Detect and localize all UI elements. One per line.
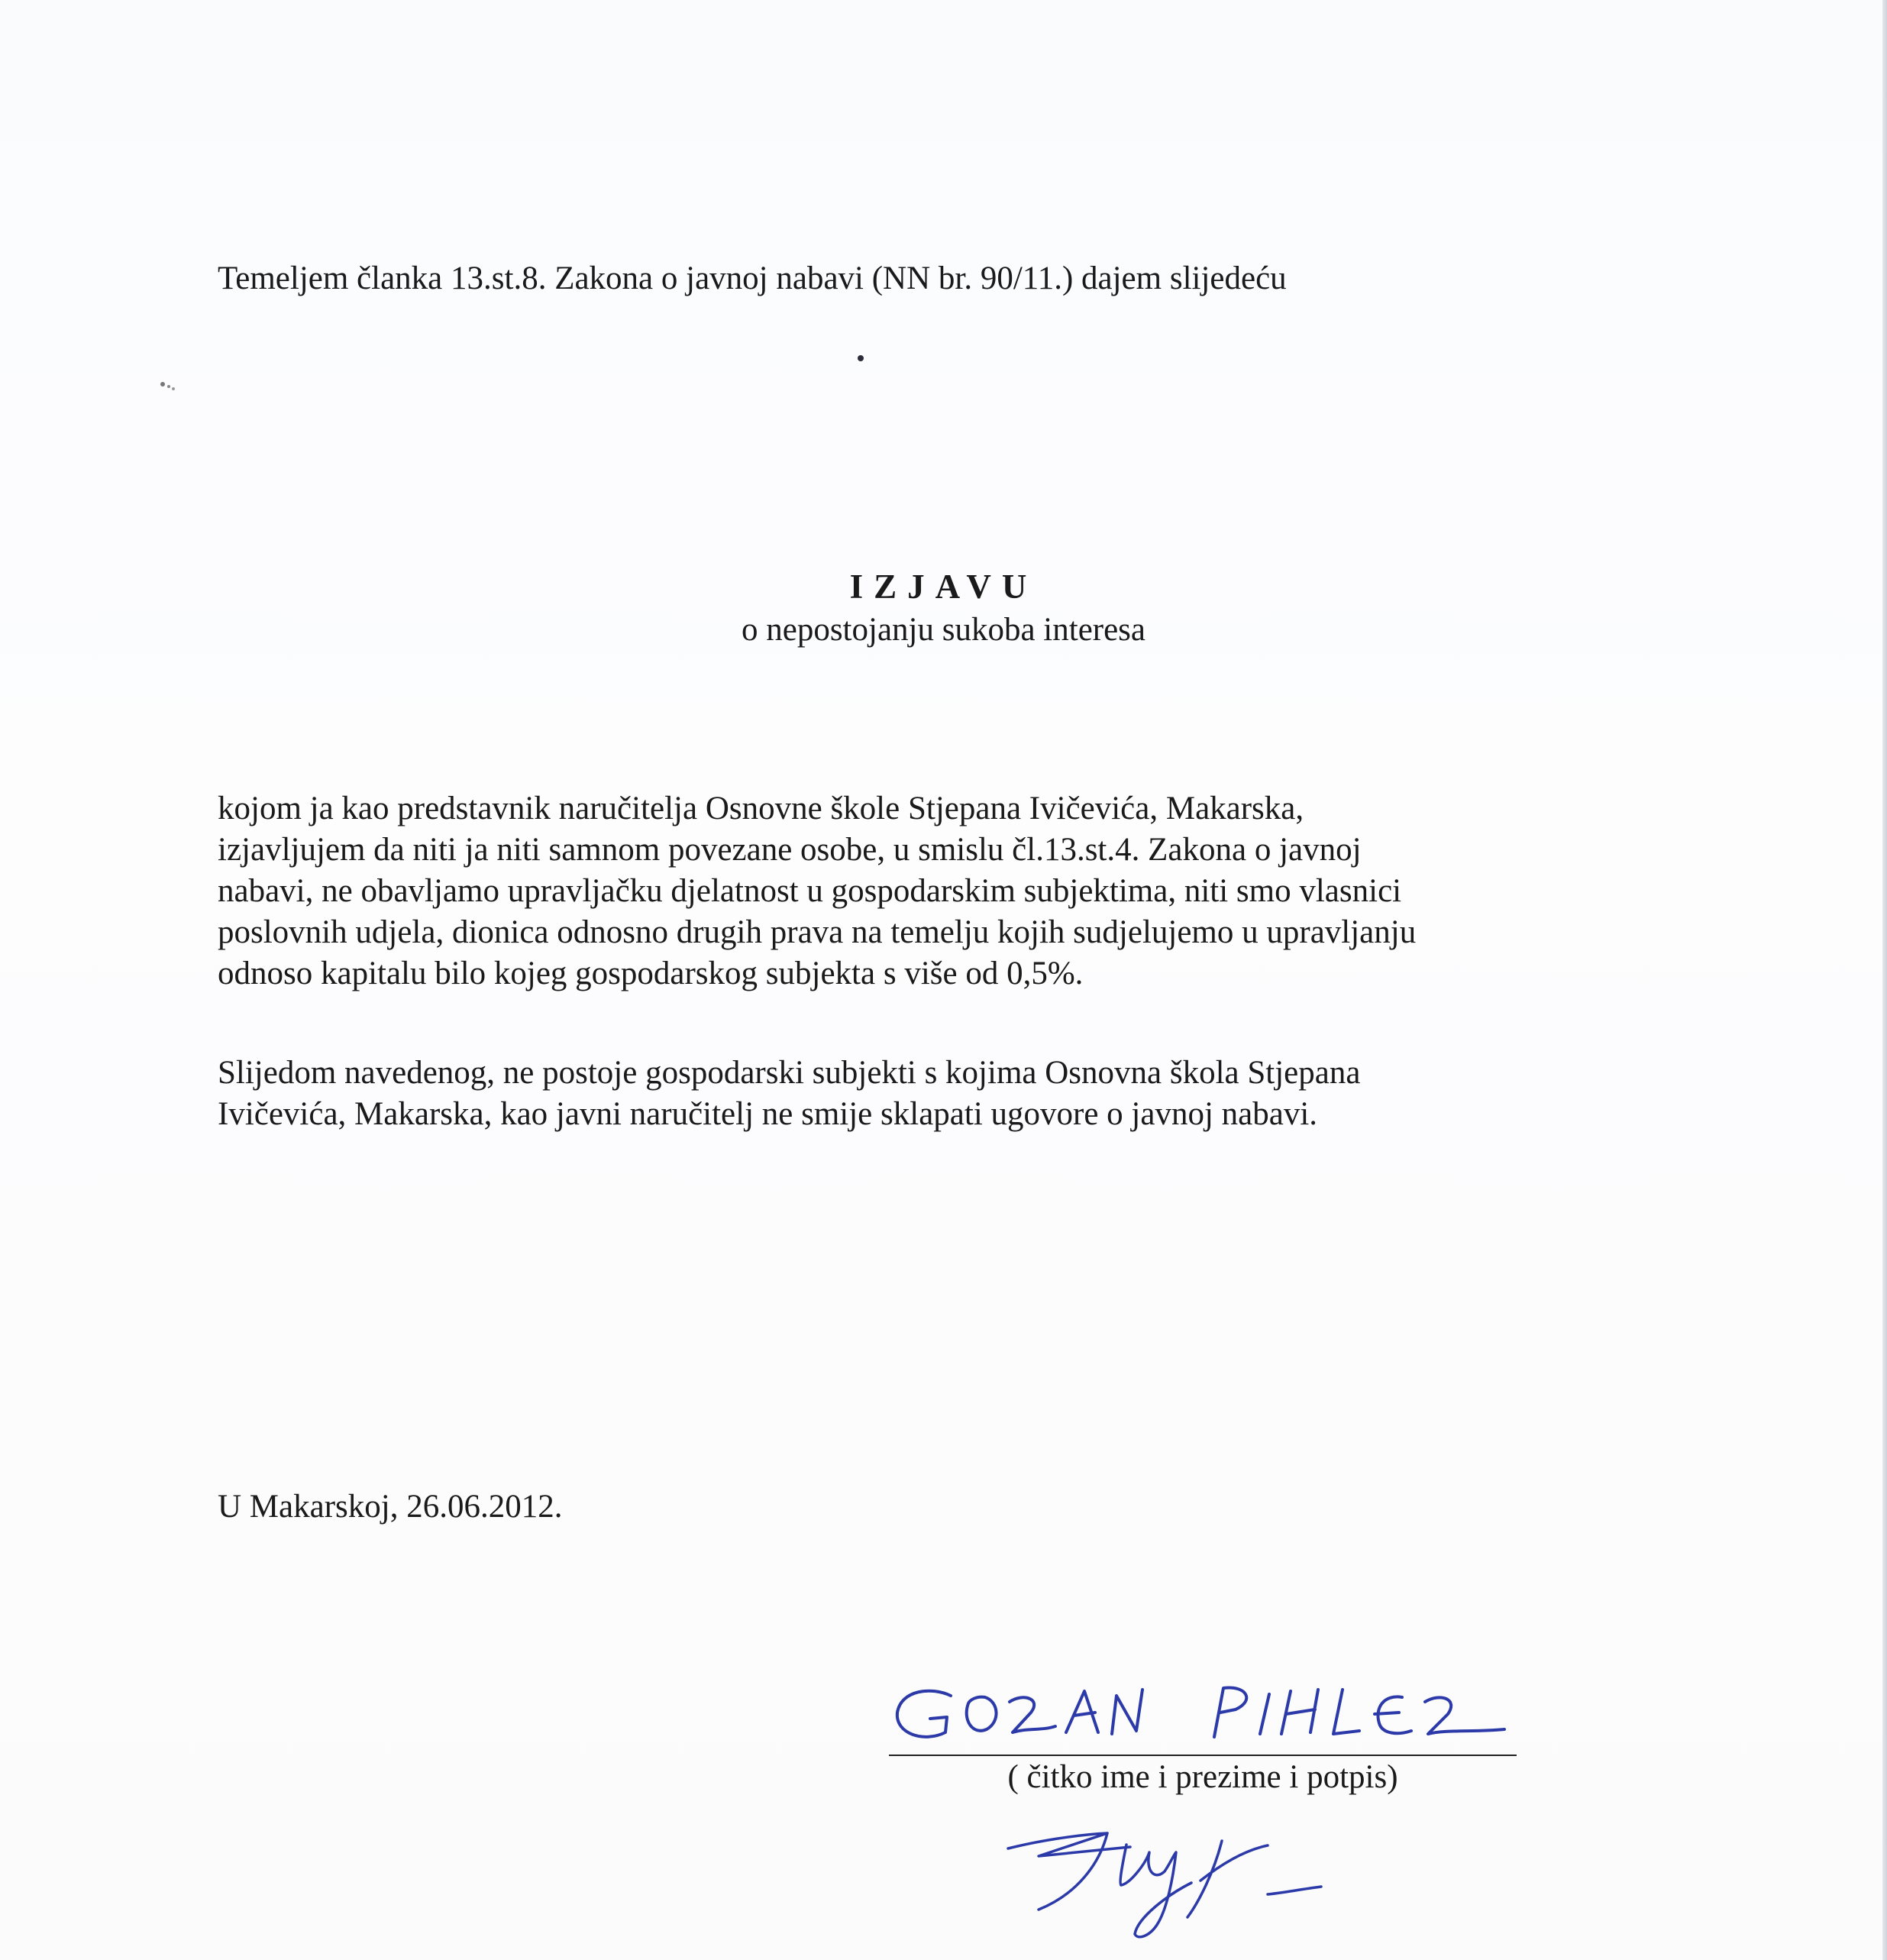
paragraph-line: nabavi, ne obavljamo upravljačku djelatnost u gospodarskim subjektima, niti smo vlasnici (218, 873, 1402, 909)
handwritten-name (878, 1673, 1527, 1757)
paragraph-line: odnoso kapitalu bilo kojeg gospodarskog subjekta s više od 0,5%. (218, 956, 1084, 991)
document-subtitle: o nepostojanju sukoba interesa (741, 612, 1146, 648)
signature-block (878, 1673, 1527, 1948)
place-and-date: U Makarskoj, 26.06.2012. (218, 1489, 563, 1525)
paragraph-conclusion (218, 1053, 1360, 1135)
paragraph-declaration (218, 788, 1416, 995)
handwritten-signature (993, 1810, 1420, 1944)
paragraph-line: Ivičevića, Makarska, kao javni naručitelj ne smije sklapati ugovore o javnoj nabavi. (218, 1096, 1318, 1132)
paragraph-line: poslovnih udjela, dionica odnosno drugih prava na temelju kojih sudjelujemo u upravljanju (218, 914, 1417, 950)
intro-line: Temeljem članka 13.st.8. Zakona o javnoj nabavi (NN br. 90/11.) dajem slijedeću (218, 260, 1287, 296)
scan-speck (157, 378, 179, 393)
paragraph-line: Slijedom navedenog, ne postoje gospodarski subjekti s kojima Osnovna škola Stjepana (218, 1055, 1361, 1091)
signature-caption: ( čitko ime i prezime i potpis) (1007, 1759, 1398, 1795)
scan-edge (1882, 0, 1887, 1960)
document-title: IZJAVU (849, 568, 1038, 606)
paragraph-line: izjavljujem da niti ja niti samnom povezane osobe, u smislu čl.13.st.4. Zakona o javnoj (218, 832, 1362, 868)
signature-line (889, 1755, 1517, 1756)
scan-speck (855, 353, 866, 364)
paragraph-line: kojom ja kao predstavnik naručitelja Osnovne škole Stjepana Ivičevića, Makarska, (218, 791, 1304, 826)
